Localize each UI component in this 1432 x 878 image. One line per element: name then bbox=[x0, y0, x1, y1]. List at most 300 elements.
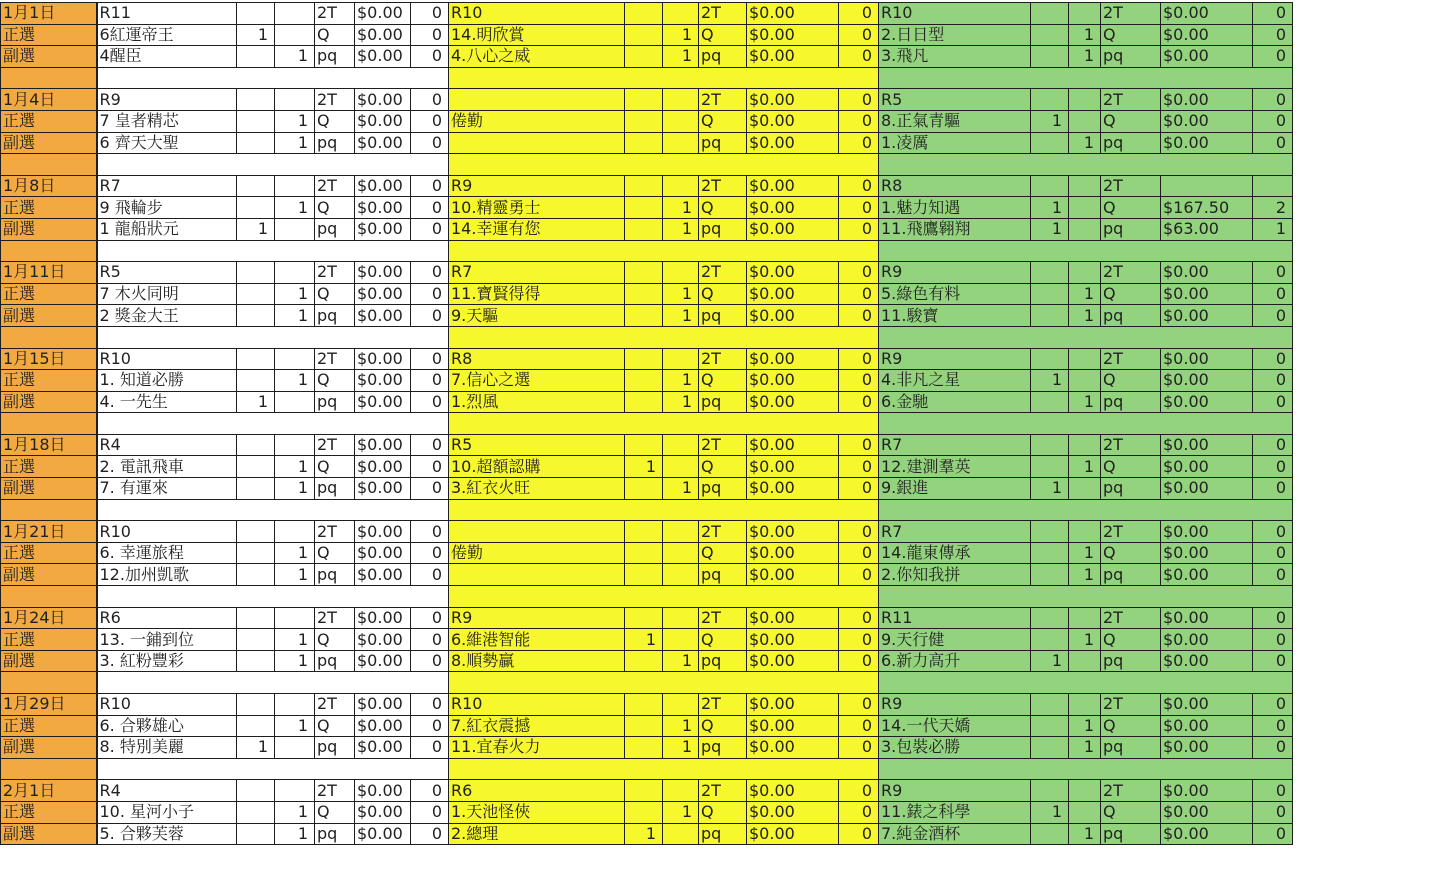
sub-mark-cell[interactable] bbox=[1069, 694, 1101, 716]
result-cell[interactable]: 0 bbox=[1253, 607, 1293, 629]
amount-cell[interactable]: $0.00 bbox=[1161, 650, 1253, 672]
amount-cell[interactable]: $0.00 bbox=[1161, 823, 1253, 845]
sub-mark-cell[interactable] bbox=[275, 24, 315, 46]
sub-mark-cell[interactable]: 1 bbox=[275, 283, 315, 305]
bet-type-cell[interactable]: 2T bbox=[1101, 694, 1161, 716]
bet-type-cell[interactable]: 2T bbox=[1101, 434, 1161, 456]
amount-cell[interactable]: $0.00 bbox=[747, 564, 839, 586]
result-cell[interactable]: 0 bbox=[839, 629, 879, 651]
sub-mark-cell[interactable] bbox=[1069, 478, 1101, 500]
main-mark-cell[interactable]: 1 bbox=[1031, 801, 1069, 823]
result-cell[interactable]: 0 bbox=[1253, 132, 1293, 154]
result-cell[interactable]: 0 bbox=[411, 197, 449, 219]
sub-mark-cell[interactable] bbox=[663, 629, 699, 651]
sub-mark-cell[interactable]: 1 bbox=[663, 305, 699, 327]
sub-mark-cell[interactable] bbox=[663, 694, 699, 716]
bet-type-cell[interactable]: pq bbox=[315, 737, 355, 759]
sub-mark-cell[interactable] bbox=[1069, 262, 1101, 284]
row-label-cell[interactable]: 正選 bbox=[1, 456, 97, 478]
main-mark-cell[interactable] bbox=[237, 629, 275, 651]
sub-mark-cell[interactable] bbox=[1069, 370, 1101, 392]
result-cell[interactable]: 0 bbox=[1253, 110, 1293, 132]
result-cell[interactable]: 0 bbox=[1253, 780, 1293, 802]
bet-type-cell[interactable]: 2T bbox=[699, 607, 747, 629]
result-cell[interactable]: 0 bbox=[839, 110, 879, 132]
sub-mark-cell[interactable] bbox=[275, 89, 315, 111]
sub-mark-cell[interactable]: 1 bbox=[275, 564, 315, 586]
bet-type-cell[interactable]: Q bbox=[699, 629, 747, 651]
bet-type-cell[interactable]: 2T bbox=[699, 348, 747, 370]
main-mark-cell[interactable] bbox=[237, 521, 275, 543]
race-cell[interactable]: R11 bbox=[879, 607, 1031, 629]
date-cell[interactable]: 2月1日 bbox=[1, 780, 97, 802]
horse-pick-cell[interactable]: 11.寶賢得得 bbox=[449, 283, 625, 305]
sub-mark-cell[interactable] bbox=[275, 521, 315, 543]
sub-mark-cell[interactable]: 1 bbox=[1069, 24, 1101, 46]
amount-cell[interactable]: $0.00 bbox=[355, 737, 411, 759]
amount-cell[interactable]: $0.00 bbox=[747, 348, 839, 370]
bet-type-cell[interactable]: pq bbox=[315, 650, 355, 672]
main-mark-cell[interactable]: 1 bbox=[1031, 110, 1069, 132]
result-cell[interactable]: 0 bbox=[1253, 564, 1293, 586]
sub-mark-cell[interactable] bbox=[663, 564, 699, 586]
sub-mark-cell[interactable] bbox=[1069, 89, 1101, 111]
bet-type-cell[interactable]: 2T bbox=[1101, 3, 1161, 25]
result-cell[interactable]: 0 bbox=[411, 24, 449, 46]
sub-mark-cell[interactable] bbox=[663, 542, 699, 564]
sub-mark-cell[interactable]: 1 bbox=[663, 218, 699, 240]
main-mark-cell[interactable] bbox=[625, 262, 663, 284]
horse-pick-cell[interactable] bbox=[449, 564, 625, 586]
amount-cell[interactable]: $0.00 bbox=[1161, 110, 1253, 132]
result-cell[interactable]: 0 bbox=[411, 391, 449, 413]
sub-mark-cell[interactable]: 1 bbox=[1069, 542, 1101, 564]
bet-type-cell[interactable]: 2T bbox=[315, 521, 355, 543]
bet-type-cell[interactable]: pq bbox=[1101, 132, 1161, 154]
main-mark-cell[interactable] bbox=[1031, 262, 1069, 284]
amount-cell[interactable]: $0.00 bbox=[747, 132, 839, 154]
horse-pick-cell[interactable]: 7 皇者精芯 bbox=[97, 110, 237, 132]
main-mark-cell[interactable] bbox=[1031, 305, 1069, 327]
result-cell[interactable]: 0 bbox=[411, 370, 449, 392]
amount-cell[interactable]: $0.00 bbox=[1161, 564, 1253, 586]
bet-type-cell[interactable]: 2T bbox=[315, 89, 355, 111]
result-cell[interactable]: 0 bbox=[839, 132, 879, 154]
main-mark-cell[interactable] bbox=[625, 801, 663, 823]
horse-pick-cell[interactable]: 4.非凡之星 bbox=[879, 370, 1031, 392]
horse-pick-cell[interactable]: 5. 合夥芙蓉 bbox=[97, 823, 237, 845]
result-cell[interactable]: 0 bbox=[411, 283, 449, 305]
race-cell[interactable] bbox=[449, 521, 625, 543]
bet-type-cell[interactable]: Q bbox=[699, 456, 747, 478]
row-label-cell[interactable]: 副選 bbox=[1, 823, 97, 845]
bet-type-cell[interactable]: Q bbox=[1101, 283, 1161, 305]
amount-cell[interactable]: $0.00 bbox=[747, 801, 839, 823]
amount-cell[interactable]: $0.00 bbox=[355, 391, 411, 413]
amount-cell[interactable]: $0.00 bbox=[355, 89, 411, 111]
bet-type-cell[interactable]: 2T bbox=[1101, 607, 1161, 629]
result-cell[interactable]: 0 bbox=[411, 456, 449, 478]
amount-cell[interactable]: $0.00 bbox=[355, 478, 411, 500]
main-mark-cell[interactable] bbox=[1031, 348, 1069, 370]
result-cell[interactable]: 0 bbox=[1253, 305, 1293, 327]
horse-pick-cell[interactable]: 2.你知我拼 bbox=[879, 564, 1031, 586]
result-cell[interactable]: 0 bbox=[839, 478, 879, 500]
horse-pick-cell[interactable]: 7.紅衣震撼 bbox=[449, 715, 625, 737]
sub-mark-cell[interactable]: 1 bbox=[1069, 456, 1101, 478]
main-mark-cell[interactable] bbox=[625, 132, 663, 154]
main-mark-cell[interactable] bbox=[625, 780, 663, 802]
amount-cell[interactable]: $0.00 bbox=[355, 262, 411, 284]
amount-cell[interactable]: $0.00 bbox=[355, 456, 411, 478]
main-mark-cell[interactable] bbox=[625, 478, 663, 500]
result-cell[interactable]: 0 bbox=[839, 218, 879, 240]
horse-pick-cell[interactable]: 2.日日型 bbox=[879, 24, 1031, 46]
result-cell[interactable]: 0 bbox=[839, 305, 879, 327]
race-cell[interactable]: R6 bbox=[449, 780, 625, 802]
main-mark-cell[interactable] bbox=[237, 607, 275, 629]
horse-pick-cell[interactable]: 4.八心之威 bbox=[449, 46, 625, 68]
row-label-cell[interactable]: 正選 bbox=[1, 24, 97, 46]
result-cell[interactable]: 0 bbox=[1253, 262, 1293, 284]
sub-mark-cell[interactable]: 1 bbox=[275, 305, 315, 327]
result-cell[interactable]: 0 bbox=[839, 694, 879, 716]
main-mark-cell[interactable] bbox=[237, 370, 275, 392]
result-cell[interactable]: 0 bbox=[839, 348, 879, 370]
result-cell[interactable]: 0 bbox=[411, 607, 449, 629]
bet-type-cell[interactable]: Q bbox=[699, 110, 747, 132]
result-cell[interactable]: 0 bbox=[1253, 283, 1293, 305]
amount-cell[interactable]: $0.00 bbox=[355, 542, 411, 564]
date-cell[interactable]: 1月8日 bbox=[1, 175, 97, 197]
main-mark-cell[interactable] bbox=[237, 348, 275, 370]
amount-cell[interactable]: $0.00 bbox=[1161, 607, 1253, 629]
main-mark-cell[interactable] bbox=[1031, 391, 1069, 413]
result-cell[interactable]: 0 bbox=[839, 542, 879, 564]
bet-type-cell[interactable]: 2T bbox=[699, 780, 747, 802]
main-mark-cell[interactable] bbox=[625, 521, 663, 543]
main-mark-cell[interactable] bbox=[237, 283, 275, 305]
sub-mark-cell[interactable] bbox=[663, 89, 699, 111]
main-mark-cell[interactable] bbox=[1031, 132, 1069, 154]
race-cell[interactable]: R4 bbox=[97, 434, 237, 456]
sub-mark-cell[interactable] bbox=[663, 175, 699, 197]
bet-type-cell[interactable]: Q bbox=[315, 629, 355, 651]
sub-mark-cell[interactable]: 1 bbox=[1069, 564, 1101, 586]
sub-mark-cell[interactable]: 1 bbox=[663, 283, 699, 305]
result-cell[interactable]: 0 bbox=[1253, 478, 1293, 500]
amount-cell[interactable]: $0.00 bbox=[747, 89, 839, 111]
bet-type-cell[interactable]: pq bbox=[1101, 650, 1161, 672]
amount-cell[interactable]: $0.00 bbox=[355, 694, 411, 716]
amount-cell[interactable]: $0.00 bbox=[1161, 132, 1253, 154]
amount-cell[interactable]: $0.00 bbox=[355, 650, 411, 672]
main-mark-cell[interactable]: 1 bbox=[1031, 197, 1069, 219]
amount-cell[interactable]: $0.00 bbox=[747, 370, 839, 392]
bet-type-cell[interactable]: Q bbox=[1101, 110, 1161, 132]
main-mark-cell[interactable] bbox=[237, 3, 275, 25]
horse-pick-cell[interactable]: 2.總理 bbox=[449, 823, 625, 845]
amount-cell[interactable]: $0.00 bbox=[1161, 801, 1253, 823]
result-cell[interactable]: 0 bbox=[411, 348, 449, 370]
bet-type-cell[interactable]: pq bbox=[699, 218, 747, 240]
sub-mark-cell[interactable]: 1 bbox=[1069, 391, 1101, 413]
result-cell[interactable]: 0 bbox=[839, 197, 879, 219]
amount-cell[interactable]: $0.00 bbox=[747, 110, 839, 132]
horse-pick-cell[interactable]: 4. 一先生 bbox=[97, 391, 237, 413]
bet-type-cell[interactable]: Q bbox=[1101, 24, 1161, 46]
sub-mark-cell[interactable]: 1 bbox=[663, 478, 699, 500]
main-mark-cell[interactable] bbox=[1031, 521, 1069, 543]
bet-type-cell[interactable]: pq bbox=[315, 564, 355, 586]
row-label-cell[interactable]: 正選 bbox=[1, 283, 97, 305]
main-mark-cell[interactable] bbox=[625, 197, 663, 219]
bet-type-cell[interactable]: Q bbox=[315, 542, 355, 564]
date-cell[interactable]: 1月4日 bbox=[1, 89, 97, 111]
bet-type-cell[interactable]: Q bbox=[315, 283, 355, 305]
date-cell[interactable]: 1月21日 bbox=[1, 521, 97, 543]
sub-mark-cell[interactable] bbox=[275, 737, 315, 759]
result-cell[interactable]: 0 bbox=[411, 629, 449, 651]
sub-mark-cell[interactable] bbox=[1069, 521, 1101, 543]
row-label-cell[interactable]: 副選 bbox=[1, 391, 97, 413]
result-cell[interactable]: 0 bbox=[411, 823, 449, 845]
sub-mark-cell[interactable] bbox=[1069, 801, 1101, 823]
sub-mark-cell[interactable] bbox=[663, 132, 699, 154]
result-cell[interactable]: 0 bbox=[1253, 89, 1293, 111]
horse-pick-cell[interactable]: 6. 合夥雄心 bbox=[97, 715, 237, 737]
bet-type-cell[interactable]: Q bbox=[1101, 629, 1161, 651]
race-cell[interactable]: R7 bbox=[879, 434, 1031, 456]
main-mark-cell[interactable] bbox=[237, 197, 275, 219]
main-mark-cell[interactable] bbox=[625, 434, 663, 456]
amount-cell[interactable]: $0.00 bbox=[355, 110, 411, 132]
bet-type-cell[interactable]: Q bbox=[315, 110, 355, 132]
result-cell[interactable]: 0 bbox=[839, 24, 879, 46]
horse-pick-cell[interactable]: 7.純金酒杯 bbox=[879, 823, 1031, 845]
sub-mark-cell[interactable] bbox=[1069, 197, 1101, 219]
horse-pick-cell[interactable]: 14.一代天嬌 bbox=[879, 715, 1031, 737]
main-mark-cell[interactable] bbox=[237, 456, 275, 478]
amount-cell[interactable]: $0.00 bbox=[747, 175, 839, 197]
main-mark-cell[interactable] bbox=[237, 650, 275, 672]
horse-pick-cell[interactable]: 1.魅力知遇 bbox=[879, 197, 1031, 219]
result-cell[interactable]: 0 bbox=[1253, 737, 1293, 759]
race-cell[interactable]: R10 bbox=[879, 3, 1031, 25]
amount-cell[interactable]: $0.00 bbox=[1161, 370, 1253, 392]
result-cell[interactable]: 0 bbox=[839, 607, 879, 629]
horse-pick-cell[interactable]: 6 齊天大聖 bbox=[97, 132, 237, 154]
sub-mark-cell[interactable]: 1 bbox=[1069, 737, 1101, 759]
main-mark-cell[interactable] bbox=[625, 89, 663, 111]
main-mark-cell[interactable] bbox=[1031, 24, 1069, 46]
sub-mark-cell[interactable] bbox=[663, 780, 699, 802]
result-cell[interactable]: 0 bbox=[411, 737, 449, 759]
sub-mark-cell[interactable] bbox=[663, 607, 699, 629]
amount-cell[interactable]: $0.00 bbox=[747, 629, 839, 651]
sub-mark-cell[interactable] bbox=[275, 391, 315, 413]
horse-pick-cell[interactable]: 7 木火同明 bbox=[97, 283, 237, 305]
result-cell[interactable]: 0 bbox=[1253, 456, 1293, 478]
result-cell[interactable]: 0 bbox=[1253, 542, 1293, 564]
bet-type-cell[interactable]: pq bbox=[315, 391, 355, 413]
bet-type-cell[interactable]: Q bbox=[699, 197, 747, 219]
bet-type-cell[interactable]: 2T bbox=[1101, 175, 1161, 197]
race-cell[interactable]: R9 bbox=[449, 607, 625, 629]
result-cell[interactable]: 0 bbox=[411, 434, 449, 456]
bet-type-cell[interactable]: Q bbox=[699, 370, 747, 392]
bet-type-cell[interactable]: pq bbox=[699, 737, 747, 759]
result-cell[interactable]: 0 bbox=[1253, 348, 1293, 370]
main-mark-cell[interactable] bbox=[1031, 564, 1069, 586]
race-cell[interactable]: R7 bbox=[97, 175, 237, 197]
result-cell[interactable]: 0 bbox=[411, 175, 449, 197]
bet-type-cell[interactable]: Q bbox=[1101, 197, 1161, 219]
main-mark-cell[interactable] bbox=[1031, 434, 1069, 456]
sub-mark-cell[interactable]: 1 bbox=[663, 715, 699, 737]
race-cell[interactable]: R10 bbox=[97, 521, 237, 543]
row-label-cell[interactable]: 正選 bbox=[1, 715, 97, 737]
sub-mark-cell[interactable]: 1 bbox=[1069, 715, 1101, 737]
main-mark-cell[interactable] bbox=[1031, 780, 1069, 802]
main-mark-cell[interactable] bbox=[1031, 607, 1069, 629]
sub-mark-cell[interactable]: 1 bbox=[275, 46, 315, 68]
sub-mark-cell[interactable]: 1 bbox=[275, 456, 315, 478]
horse-pick-cell[interactable]: 9 飛輪步 bbox=[97, 197, 237, 219]
result-cell[interactable]: 0 bbox=[839, 737, 879, 759]
main-mark-cell[interactable] bbox=[1031, 542, 1069, 564]
race-cell[interactable]: R7 bbox=[449, 262, 625, 284]
horse-pick-cell[interactable]: 10.精靈勇士 bbox=[449, 197, 625, 219]
result-cell[interactable]: 0 bbox=[1253, 24, 1293, 46]
main-mark-cell[interactable] bbox=[237, 694, 275, 716]
result-cell[interactable]: 0 bbox=[1253, 3, 1293, 25]
result-cell[interactable]: 0 bbox=[1253, 629, 1293, 651]
sub-mark-cell[interactable] bbox=[275, 434, 315, 456]
race-cell[interactable]: R4 bbox=[97, 780, 237, 802]
amount-cell[interactable]: $0.00 bbox=[747, 694, 839, 716]
horse-pick-cell[interactable]: 2. 電訊飛車 bbox=[97, 456, 237, 478]
main-mark-cell[interactable] bbox=[237, 110, 275, 132]
main-mark-cell[interactable] bbox=[1031, 629, 1069, 651]
horse-pick-cell[interactable]: 14.明欣賞 bbox=[449, 24, 625, 46]
main-mark-cell[interactable] bbox=[625, 283, 663, 305]
main-mark-cell[interactable]: 1 bbox=[237, 391, 275, 413]
bet-type-cell[interactable]: 2T bbox=[1101, 521, 1161, 543]
amount-cell[interactable]: $0.00 bbox=[747, 650, 839, 672]
race-cell[interactable]: R9 bbox=[879, 262, 1031, 284]
main-mark-cell[interactable]: 1 bbox=[625, 456, 663, 478]
sub-mark-cell[interactable]: 1 bbox=[663, 391, 699, 413]
row-label-cell[interactable]: 正選 bbox=[1, 197, 97, 219]
sub-mark-cell[interactable] bbox=[1069, 218, 1101, 240]
main-mark-cell[interactable]: 1 bbox=[237, 737, 275, 759]
result-cell[interactable]: 0 bbox=[411, 3, 449, 25]
bet-type-cell[interactable]: Q bbox=[699, 542, 747, 564]
horse-pick-cell[interactable]: 8.正氣青驅 bbox=[879, 110, 1031, 132]
sub-mark-cell[interactable]: 1 bbox=[275, 132, 315, 154]
bet-type-cell[interactable]: pq bbox=[699, 305, 747, 327]
horse-pick-cell[interactable]: 倦勤 bbox=[449, 110, 625, 132]
sub-mark-cell[interactable] bbox=[1069, 650, 1101, 672]
horse-pick-cell[interactable]: 6.維港智能 bbox=[449, 629, 625, 651]
sub-mark-cell[interactable]: 1 bbox=[1069, 283, 1101, 305]
sub-mark-cell[interactable]: 1 bbox=[1069, 629, 1101, 651]
result-cell[interactable]: 0 bbox=[839, 715, 879, 737]
race-cell[interactable]: R10 bbox=[449, 3, 625, 25]
race-cell[interactable]: R5 bbox=[879, 89, 1031, 111]
row-label-cell[interactable]: 副選 bbox=[1, 737, 97, 759]
sub-mark-cell[interactable] bbox=[1069, 110, 1101, 132]
bet-type-cell[interactable]: 2T bbox=[699, 521, 747, 543]
amount-cell[interactable]: $0.00 bbox=[747, 823, 839, 845]
amount-cell[interactable]: $0.00 bbox=[1161, 694, 1253, 716]
horse-pick-cell[interactable]: 8.順勢贏 bbox=[449, 650, 625, 672]
main-mark-cell[interactable] bbox=[237, 801, 275, 823]
horse-pick-cell[interactable]: 倦勤 bbox=[449, 542, 625, 564]
bet-type-cell[interactable]: Q bbox=[699, 283, 747, 305]
amount-cell[interactable]: $0.00 bbox=[1161, 542, 1253, 564]
race-cell[interactable]: R6 bbox=[97, 607, 237, 629]
bet-type-cell[interactable]: 2T bbox=[315, 694, 355, 716]
amount-cell[interactable]: $0.00 bbox=[1161, 434, 1253, 456]
race-cell[interactable]: R9 bbox=[879, 694, 1031, 716]
result-cell[interactable] bbox=[1253, 175, 1293, 197]
horse-pick-cell[interactable]: 6紅運帝王 bbox=[97, 24, 237, 46]
main-mark-cell[interactable]: 1 bbox=[1031, 478, 1069, 500]
main-mark-cell[interactable] bbox=[625, 46, 663, 68]
bet-type-cell[interactable]: 2T bbox=[315, 348, 355, 370]
row-label-cell[interactable]: 副選 bbox=[1, 305, 97, 327]
result-cell[interactable]: 0 bbox=[839, 650, 879, 672]
main-mark-cell[interactable] bbox=[625, 3, 663, 25]
amount-cell[interactable]: $0.00 bbox=[747, 46, 839, 68]
sub-mark-cell[interactable]: 1 bbox=[275, 715, 315, 737]
horse-pick-cell[interactable] bbox=[449, 132, 625, 154]
sub-mark-cell[interactable] bbox=[1069, 3, 1101, 25]
main-mark-cell[interactable] bbox=[237, 823, 275, 845]
horse-pick-cell[interactable]: 4醒臣 bbox=[97, 46, 237, 68]
bet-type-cell[interactable]: 2T bbox=[315, 262, 355, 284]
date-cell[interactable]: 1月24日 bbox=[1, 607, 97, 629]
sub-mark-cell[interactable]: 1 bbox=[1069, 823, 1101, 845]
bet-type-cell[interactable]: pq bbox=[699, 650, 747, 672]
main-mark-cell[interactable] bbox=[625, 607, 663, 629]
result-cell[interactable]: 0 bbox=[839, 3, 879, 25]
sub-mark-cell[interactable]: 1 bbox=[275, 650, 315, 672]
horse-pick-cell[interactable]: 8. 特別美麗 bbox=[97, 737, 237, 759]
bet-type-cell[interactable]: 2T bbox=[699, 262, 747, 284]
horse-pick-cell[interactable]: 6.金馳 bbox=[879, 391, 1031, 413]
bet-type-cell[interactable]: 2T bbox=[699, 89, 747, 111]
amount-cell[interactable]: $0.00 bbox=[355, 780, 411, 802]
date-cell[interactable]: 1月11日 bbox=[1, 262, 97, 284]
race-cell[interactable]: R10 bbox=[97, 348, 237, 370]
main-mark-cell[interactable] bbox=[625, 564, 663, 586]
bet-type-cell[interactable]: pq bbox=[315, 823, 355, 845]
result-cell[interactable]: 0 bbox=[411, 305, 449, 327]
horse-pick-cell[interactable]: 1.烈風 bbox=[449, 391, 625, 413]
main-mark-cell[interactable] bbox=[625, 715, 663, 737]
sub-mark-cell[interactable] bbox=[275, 607, 315, 629]
amount-cell[interactable]: $0.00 bbox=[355, 175, 411, 197]
amount-cell[interactable]: $0.00 bbox=[355, 629, 411, 651]
main-mark-cell[interactable] bbox=[237, 715, 275, 737]
horse-pick-cell[interactable]: 11.駿寶 bbox=[879, 305, 1031, 327]
amount-cell[interactable]: $0.00 bbox=[355, 218, 411, 240]
race-cell[interactable]: R11 bbox=[97, 3, 237, 25]
main-mark-cell[interactable] bbox=[237, 132, 275, 154]
